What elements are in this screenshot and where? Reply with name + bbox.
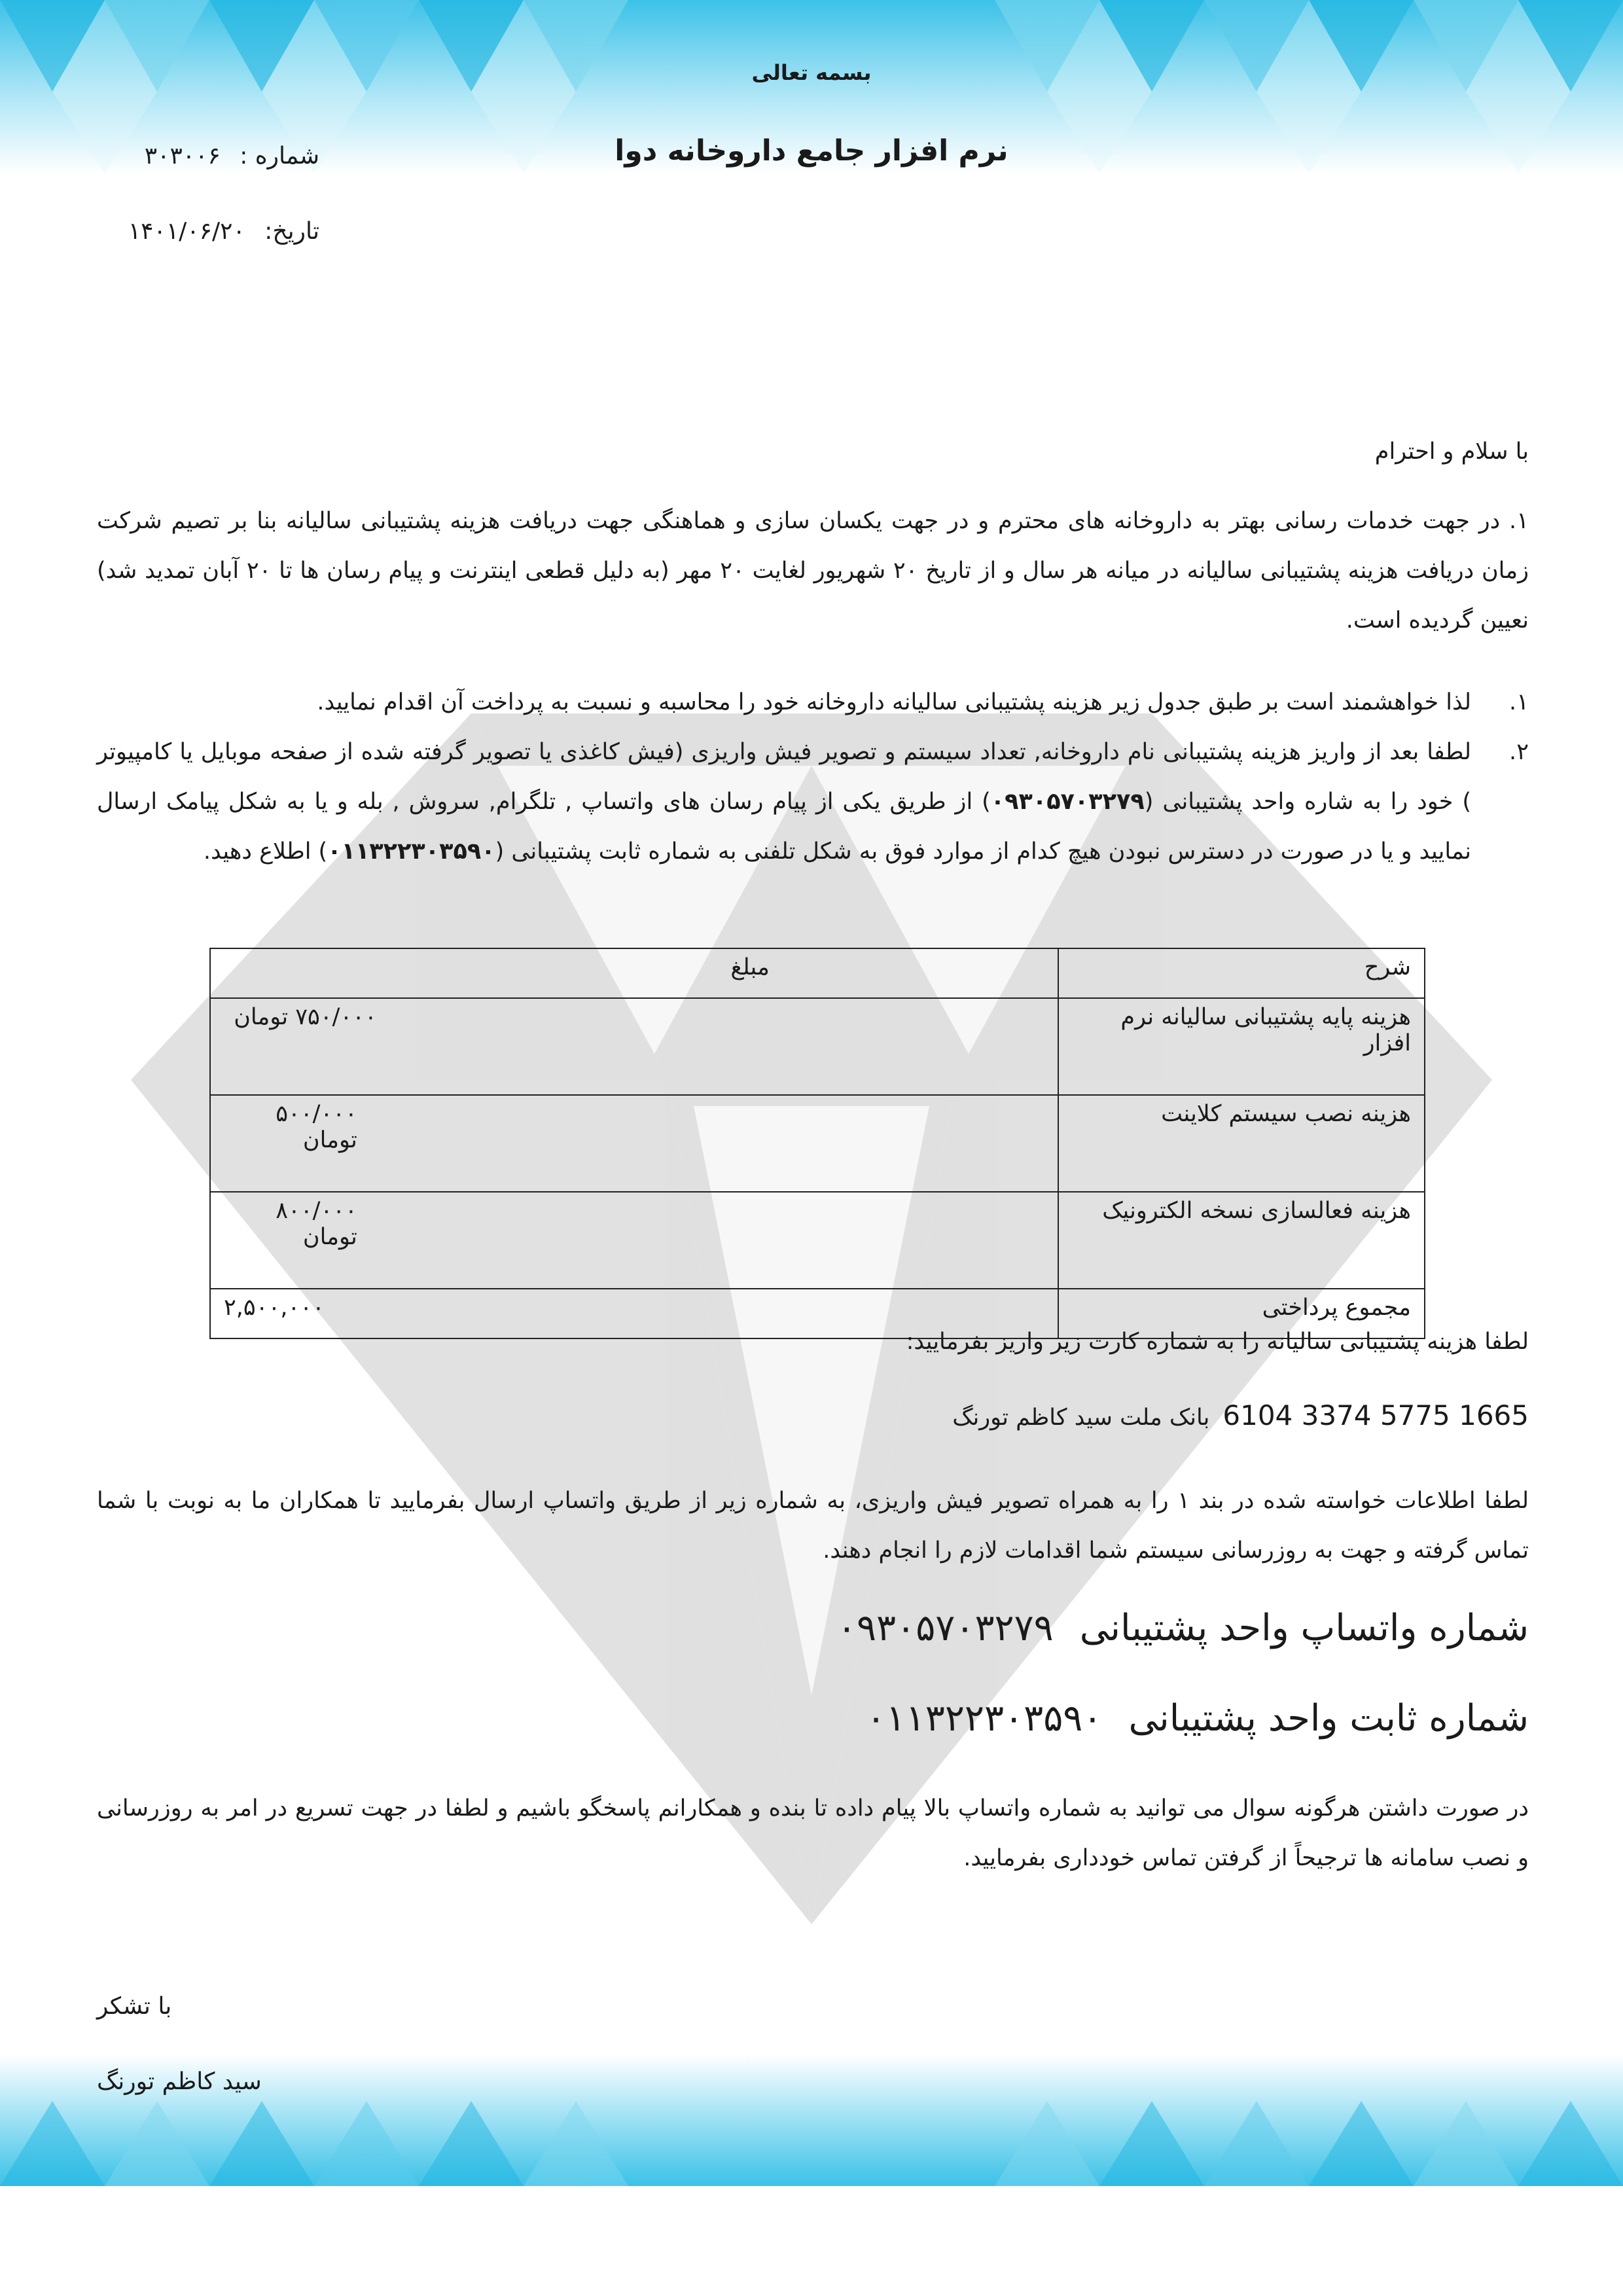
list-item-text-a: لطفا بعد از واریز هزینه پشتیبانی نام داروخانه, تعداد سیستم و تصویر فیش واریزی (فیش کاغذی یا تصویر گرفته شده از صفحه موبایل یا کامپیوتر ) خود را به شاره واحد پشتیبانی ( — [97, 739, 1471, 815]
bank-card-line — [97, 1399, 1529, 1431]
row-amount — [210, 1095, 1058, 1192]
landline-contact — [97, 1697, 1529, 1740]
landline-label: شماره ثابت واحد پشتیبانی — [1128, 1697, 1529, 1740]
paragraph-3: در صورت داشتن هرگونه سوال می توانید به شماره واتساپ بالا پیام داده تا بنده و همکارانم پاسخگو باشیم و لطفا در جهت تسریع در امر به روزرسانی و نصب سامانه ها ترجیحاً از گرفتن تماس خودداری بفرمایید. — [97, 1795, 1529, 1871]
whatsapp-number: ۰۹۳۰۵۷۰۳۲۷۹ — [836, 1607, 1054, 1649]
table-row — [210, 1095, 1425, 1192]
table-header-row — [210, 948, 1425, 998]
row-amount-text: ۷۵۰/۰۰۰ تومان — [234, 1004, 377, 1030]
table-row — [210, 998, 1425, 1095]
list-item-number: ۱. — [1509, 689, 1529, 715]
letter-date — [97, 218, 319, 245]
column-header-amount-text: مبلغ — [730, 954, 770, 980]
letter-number-value: ۳۰۳۰۰۶ — [144, 143, 221, 170]
closing-thanks: با تشکر — [97, 1993, 172, 2020]
payment-note: لطفا هزینه پشتیبانی سالیانه را به شماره کارت زیر واریز بفرمایید: — [906, 1329, 1529, 1355]
instruction-list — [97, 677, 1529, 876]
basmala: بسمه تعالی — [751, 60, 872, 85]
row-amount-text: ۵۰۰/۰۰۰ تومان — [276, 1101, 357, 1153]
table-row — [210, 1192, 1425, 1289]
support-landline-inline: ۰۱۱۳۲۲۳۰۳۵۹۰ — [327, 838, 495, 865]
bank-owner: بانک ملت سید کاظم تورنگ — [952, 1405, 1210, 1431]
total-amount-text: ۲,۵۰۰,۰۰۰ — [224, 1295, 325, 1321]
list-item-number: ۲. — [1509, 739, 1529, 765]
total-label: مجموع پرداختی — [1058, 1289, 1425, 1338]
row-description: هزینه نصب سیستم کلاینت — [1058, 1095, 1425, 1192]
signature: سید کاظم تورنگ — [97, 2068, 262, 2095]
row-description: هزینه فعالسازی نسخه الکترونیک — [1058, 1192, 1425, 1289]
list-item-text-c: ) اطلاع دهید. — [203, 838, 328, 865]
paragraph-2: لطفا اطلاعات خواسته شده در بند ۱ را به همراه تصویر فیش واریزی، به شماره زیر از طریق واتساپ ارسال بفرمایید تا همکاران ما به نوبت با شما تماس گرفته و جهت به روزرسانی سیستم شما اقدامات لازم را انجام دهند. — [97, 1488, 1529, 1564]
paragraph-1: ۱. در جهت خدمات رسانی بهتر به داروخانه های محترم و در جهت یکسان سازی و هماهنگی جهت دریافت هزینه پشتیبانی سالیانه بنا بر تصیم شرکت زمان دریافت هزینه پشتیبانی سالیانه در میانه هر سال و از تاریخ ۲۰ شهریور لغایت ۲۰ مهر (به دلیل قطعی اینترنت و پیام رسان ها تا ۲۰ آبان تمدید شد) نعیین گردیده است. — [97, 508, 1529, 634]
landline-number: ۰۱۱۳۲۲۳۰۳۵۹۰ — [866, 1697, 1103, 1740]
row-amount — [210, 1192, 1058, 1289]
column-header-amount — [210, 948, 1058, 998]
letter-number — [97, 143, 319, 170]
card-number: 6104 3374 5775 1665 — [1222, 1399, 1529, 1431]
greeting: با سلام و احترام — [1374, 439, 1529, 465]
cost-table — [209, 948, 1425, 1339]
support-mobile-inline: ۰۹۳۰۵۷۰۳۲۷۹ — [990, 789, 1145, 815]
whatsapp-contact — [97, 1607, 1529, 1649]
letter-number-label: شماره : — [240, 143, 319, 170]
column-header-description: شرح — [1058, 948, 1425, 998]
list-item — [97, 677, 1529, 727]
row-amount-text: ۸۰۰/۰۰۰ تومان — [276, 1198, 357, 1250]
list-item-text: لذا خواهشمند است بر طبق جدول زیر هزینه پشتیبانی سالیانه داروخانه خود را محاسبه و نسبت به پرداخت آن اقدام نمایید. — [317, 689, 1471, 715]
document-title: نرم افزار جامع داروخانه دوا — [615, 134, 1008, 168]
row-description: هزینه پایه پشتیبانی سالیانه نرم افزار — [1058, 998, 1425, 1095]
list-item-text-b: ) از طریق یکی از پیام رسان های واتساپ , تلگرام, سروش , بله و یا به شکل پیامک ارسال نمایید و یا در صورت در دسترس نبودن هیچ کدام از موارد فوق به شکل تلفنی به شماره ثابت پشتیبانی ( — [97, 789, 1471, 865]
list-item — [97, 727, 1529, 876]
letter-date-label: تاریخ: — [264, 218, 319, 245]
row-amount — [210, 998, 1058, 1095]
whatsapp-label: شماره واتساپ واحد پشتیبانی — [1079, 1607, 1529, 1649]
letter-date-value: ۱۴۰۱/۰۶/۲۰ — [128, 218, 245, 245]
